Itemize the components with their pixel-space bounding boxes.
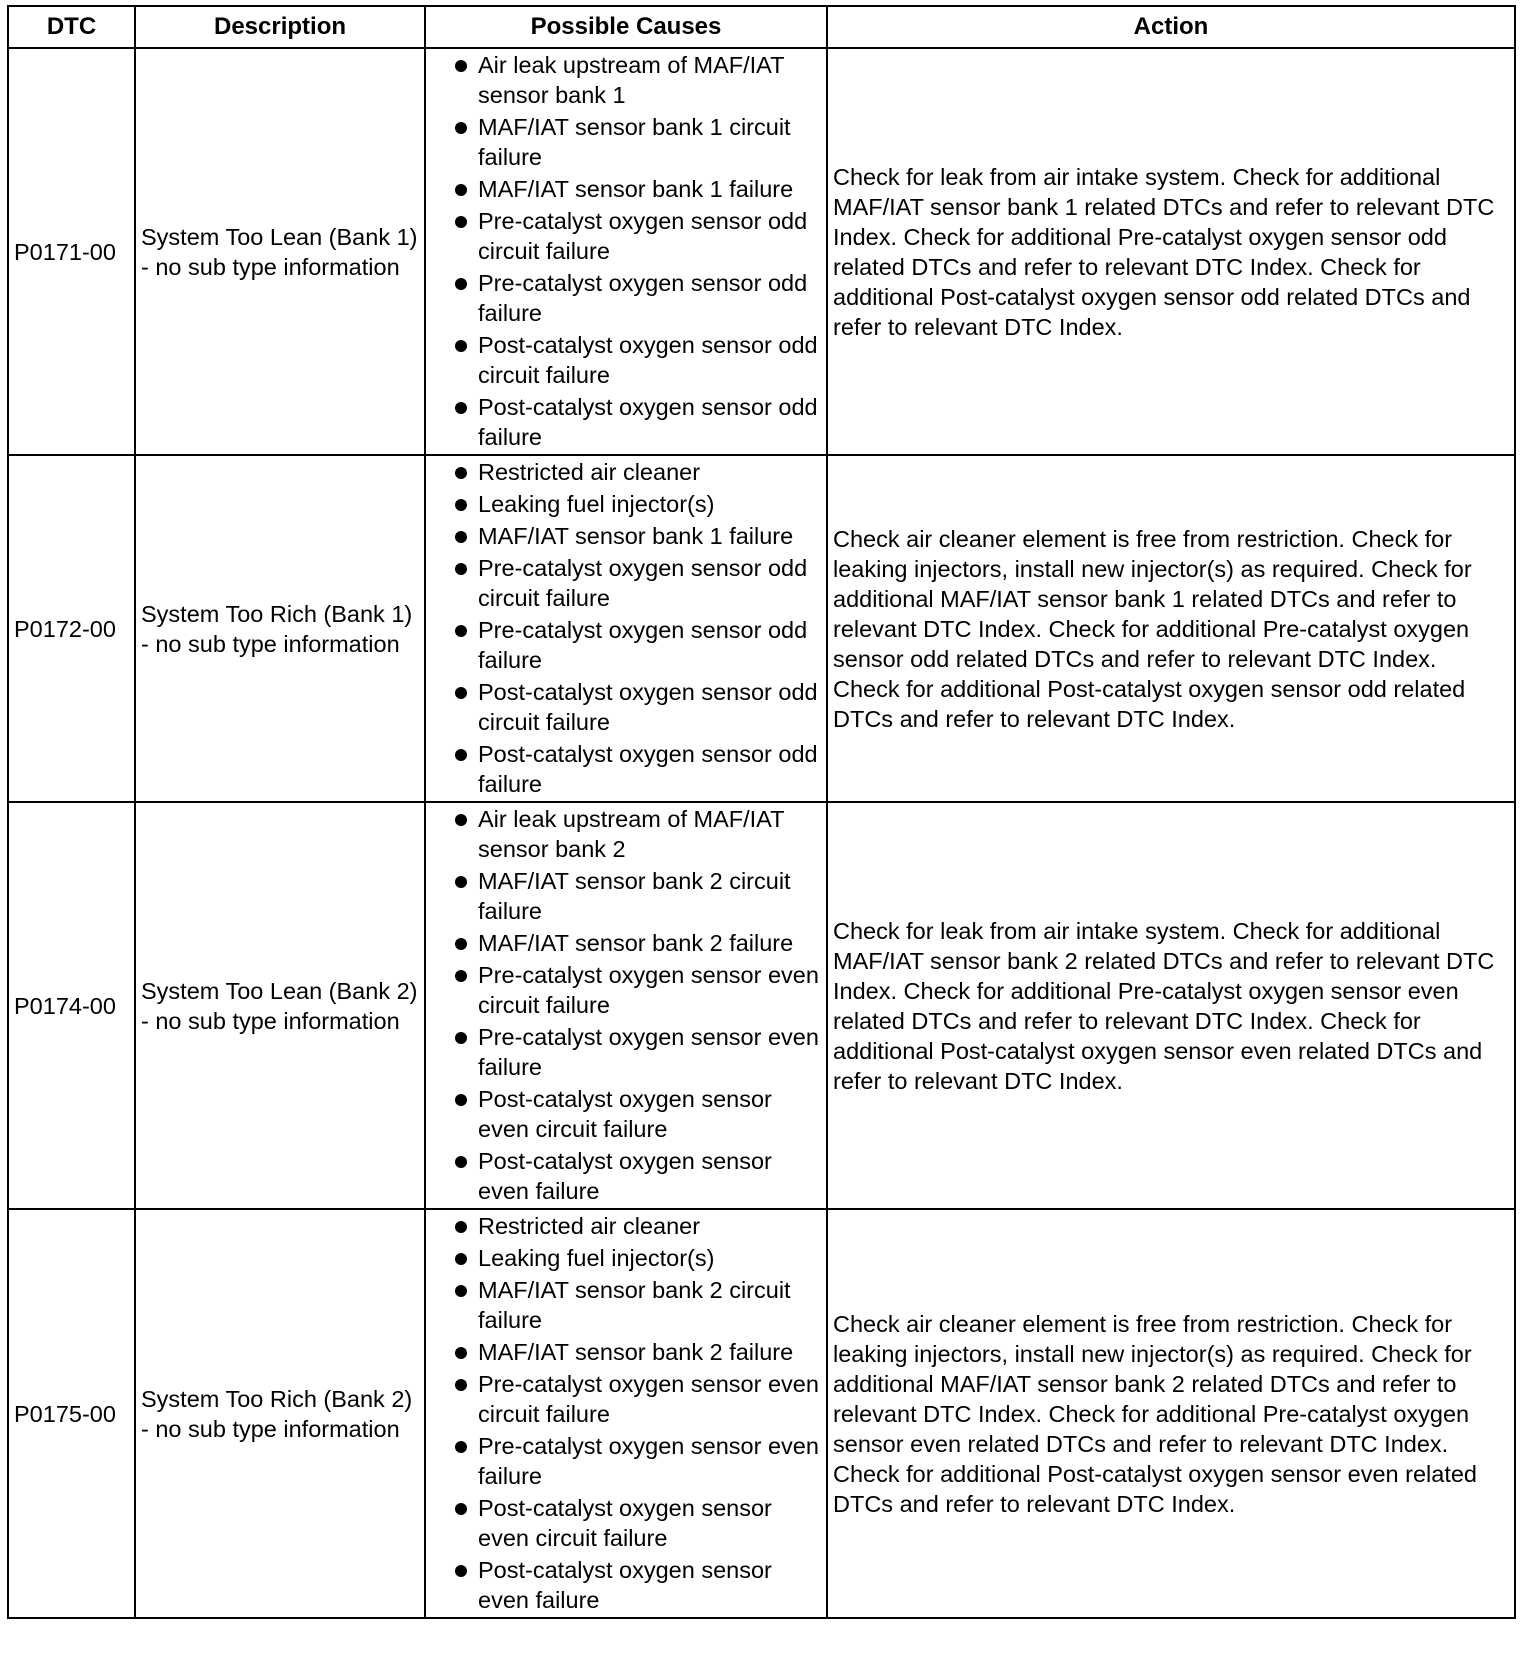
cause-list-item [431, 928, 821, 958]
cause-text: Pre-catalyst oxygen sensor even failure [478, 1024, 819, 1080]
bullet-icon [455, 563, 467, 575]
table-row [8, 48, 1515, 455]
possible-causes-cell [425, 802, 827, 1209]
dtc-description: System Too Rich (Bank 2) - no sub type information [135, 1209, 425, 1618]
table-row [8, 455, 1515, 802]
cause-list-item [431, 1211, 821, 1241]
dtc-description: System Too Lean (Bank 2) - no sub type information [135, 802, 425, 1209]
cause-list-item [431, 112, 821, 172]
cause-list-item [431, 739, 821, 799]
cause-list-item [431, 1275, 821, 1335]
cause-text: Post-catalyst oxygen sensor odd failure [478, 741, 818, 797]
bullet-icon [455, 402, 467, 414]
bullet-icon [455, 278, 467, 290]
header-description: Description [135, 6, 425, 48]
dtc-table-container [7, 5, 1514, 1619]
cause-text: Leaking fuel injector(s) [478, 1245, 715, 1271]
dtc-action: Check air cleaner element is free from restriction. Check for leaking injectors, install new injector(s) as required. Check for additional MAF/IAT sensor bank 2 related DTCs and refer to relevant DTC Index. Check for additional Pre-catalyst oxygen sensor even related DTCs and refer to relevant DTC Index. Check for additional Post-catalyst oxygen sensor even related DTCs and refer to relevant DTC Index. [827, 1209, 1515, 1618]
header-action: Action [827, 6, 1515, 48]
cause-list-item [431, 960, 821, 1020]
cause-list-item [431, 457, 821, 487]
possible-causes-cell [425, 1209, 827, 1618]
cause-list-item [431, 521, 821, 551]
cause-text: Pre-catalyst oxygen sensor even circuit failure [478, 962, 819, 1018]
cause-list-item [431, 1555, 821, 1615]
cause-text: MAF/IAT sensor bank 2 failure [478, 930, 794, 956]
bullet-icon [455, 122, 467, 134]
cause-text: Post-catalyst oxygen sensor odd circuit failure [478, 332, 818, 388]
bullet-icon [455, 467, 467, 479]
cause-text: MAF/IAT sensor bank 1 failure [478, 176, 794, 202]
possible-causes-list [431, 50, 821, 452]
cause-list-item [431, 1337, 821, 1367]
cause-text: Restricted air cleaner [478, 459, 701, 485]
cause-list-item [431, 392, 821, 452]
cause-text: Post-catalyst oxygen sensor even circuit failure [478, 1495, 772, 1551]
possible-causes-list [431, 1211, 821, 1615]
cause-text: Leaking fuel injector(s) [478, 491, 715, 517]
dtc-action: Check for leak from air intake system. Check for additional MAF/IAT sensor bank 2 related DTCs and refer to relevant DTC Index. Check for additional Pre-catalyst oxygen sensor even related DTCs and refer to relevant DTC Index. Check for additional Post-catalyst oxygen sensor even related DTCs and refer to relevant DTC Index. [827, 802, 1515, 1209]
bullet-icon [455, 499, 467, 511]
cause-text: Post-catalyst oxygen sensor even circuit failure [478, 1086, 772, 1142]
bullet-icon [455, 938, 467, 950]
possible-causes-list [431, 804, 821, 1206]
bullet-icon [455, 1565, 467, 1577]
bullet-icon [455, 1285, 467, 1297]
table-row [8, 1209, 1515, 1618]
cause-list-item [431, 489, 821, 519]
cause-text: MAF/IAT sensor bank 2 circuit failure [478, 1277, 791, 1333]
cause-text: Pre-catalyst oxygen sensor odd circuit failure [478, 555, 808, 611]
cause-list-item [431, 1084, 821, 1144]
bullet-icon [455, 876, 467, 888]
cause-text: Air leak upstream of MAF/IAT sensor bank 1 [478, 52, 785, 108]
bullet-icon [455, 340, 467, 352]
dtc-code: P0175-00 [8, 1209, 135, 1618]
cause-text: Post-catalyst oxygen sensor even failure [478, 1557, 772, 1613]
possible-causes-cell [425, 455, 827, 802]
cause-list-item [431, 330, 821, 390]
bullet-icon [455, 216, 467, 228]
cause-list-item [431, 50, 821, 110]
dtc-code: P0174-00 [8, 802, 135, 1209]
cause-list-item [431, 268, 821, 328]
cause-list-item [431, 553, 821, 613]
cause-text: Post-catalyst oxygen sensor odd failure [478, 394, 818, 450]
cause-text: Pre-catalyst oxygen sensor even failure [478, 1433, 819, 1489]
cause-text: Post-catalyst oxygen sensor odd circuit failure [478, 679, 818, 735]
cause-list-item [431, 1243, 821, 1273]
table-row [8, 802, 1515, 1209]
cause-list-item [431, 206, 821, 266]
cause-list-item [431, 804, 821, 864]
cause-list-item [431, 1431, 821, 1491]
cause-text: Pre-catalyst oxygen sensor odd circuit failure [478, 208, 808, 264]
bullet-icon [455, 970, 467, 982]
header-dtc: DTC [8, 6, 135, 48]
cause-list-item [431, 677, 821, 737]
cause-list-item [431, 866, 821, 926]
dtc-code: P0171-00 [8, 48, 135, 455]
bullet-icon [455, 1094, 467, 1106]
bullet-icon [455, 1379, 467, 1391]
possible-causes-list [431, 457, 821, 799]
cause-list-item [431, 1146, 821, 1206]
dtc-table [7, 5, 1516, 1619]
cause-list-item [431, 174, 821, 204]
dtc-description: System Too Rich (Bank 1) - no sub type information [135, 455, 425, 802]
bullet-icon [455, 1503, 467, 1515]
table-body [8, 48, 1515, 1618]
dtc-code: P0172-00 [8, 455, 135, 802]
bullet-icon [455, 184, 467, 196]
cause-list-item [431, 615, 821, 675]
cause-list-item [431, 1493, 821, 1553]
dtc-action: Check air cleaner element is free from restriction. Check for leaking injectors, install new injector(s) as required. Check for additional MAF/IAT sensor bank 1 related DTCs and refer to relevant DTC Index. Check for additional Pre-catalyst oxygen sensor odd related DTCs and refer to relevant DTC Index. Check for additional Post-catalyst oxygen sensor odd related DTCs and refer to relevant DTC Index. [827, 455, 1515, 802]
bullet-icon [455, 1032, 467, 1044]
cause-text: MAF/IAT sensor bank 1 circuit failure [478, 114, 791, 170]
bullet-icon [455, 749, 467, 761]
bullet-icon [455, 1441, 467, 1453]
cause-text: Restricted air cleaner [478, 1213, 701, 1239]
dtc-action: Check for leak from air intake system. Check for additional MAF/IAT sensor bank 1 related DTCs and refer to relevant DTC Index. Check for additional Pre-catalyst oxygen sensor odd related DTCs and refer to relevant DTC Index. Check for additional Post-catalyst oxygen sensor odd related DTCs and refer to relevant DTC Index. [827, 48, 1515, 455]
cause-text: Pre-catalyst oxygen sensor even circuit failure [478, 1371, 819, 1427]
dtc-description: System Too Lean (Bank 1) - no sub type information [135, 48, 425, 455]
bullet-icon [455, 687, 467, 699]
bullet-icon [455, 1156, 467, 1168]
bullet-icon [455, 531, 467, 543]
bullet-icon [455, 625, 467, 637]
bullet-icon [455, 1253, 467, 1265]
cause-text: Pre-catalyst oxygen sensor odd failure [478, 617, 808, 673]
cause-list-item [431, 1369, 821, 1429]
cause-text: Post-catalyst oxygen sensor even failure [478, 1148, 772, 1204]
cause-text: MAF/IAT sensor bank 2 circuit failure [478, 868, 791, 924]
header-row [8, 6, 1515, 48]
bullet-icon [455, 60, 467, 72]
cause-text: MAF/IAT sensor bank 1 failure [478, 523, 794, 549]
bullet-icon [455, 1347, 467, 1359]
header-possible-causes: Possible Causes [425, 6, 827, 48]
bullet-icon [455, 1221, 467, 1233]
possible-causes-cell [425, 48, 827, 455]
cause-text: MAF/IAT sensor bank 2 failure [478, 1339, 794, 1365]
cause-text: Air leak upstream of MAF/IAT sensor bank 2 [478, 806, 785, 862]
cause-list-item [431, 1022, 821, 1082]
bullet-icon [455, 814, 467, 826]
cause-text: Pre-catalyst oxygen sensor odd failure [478, 270, 808, 326]
